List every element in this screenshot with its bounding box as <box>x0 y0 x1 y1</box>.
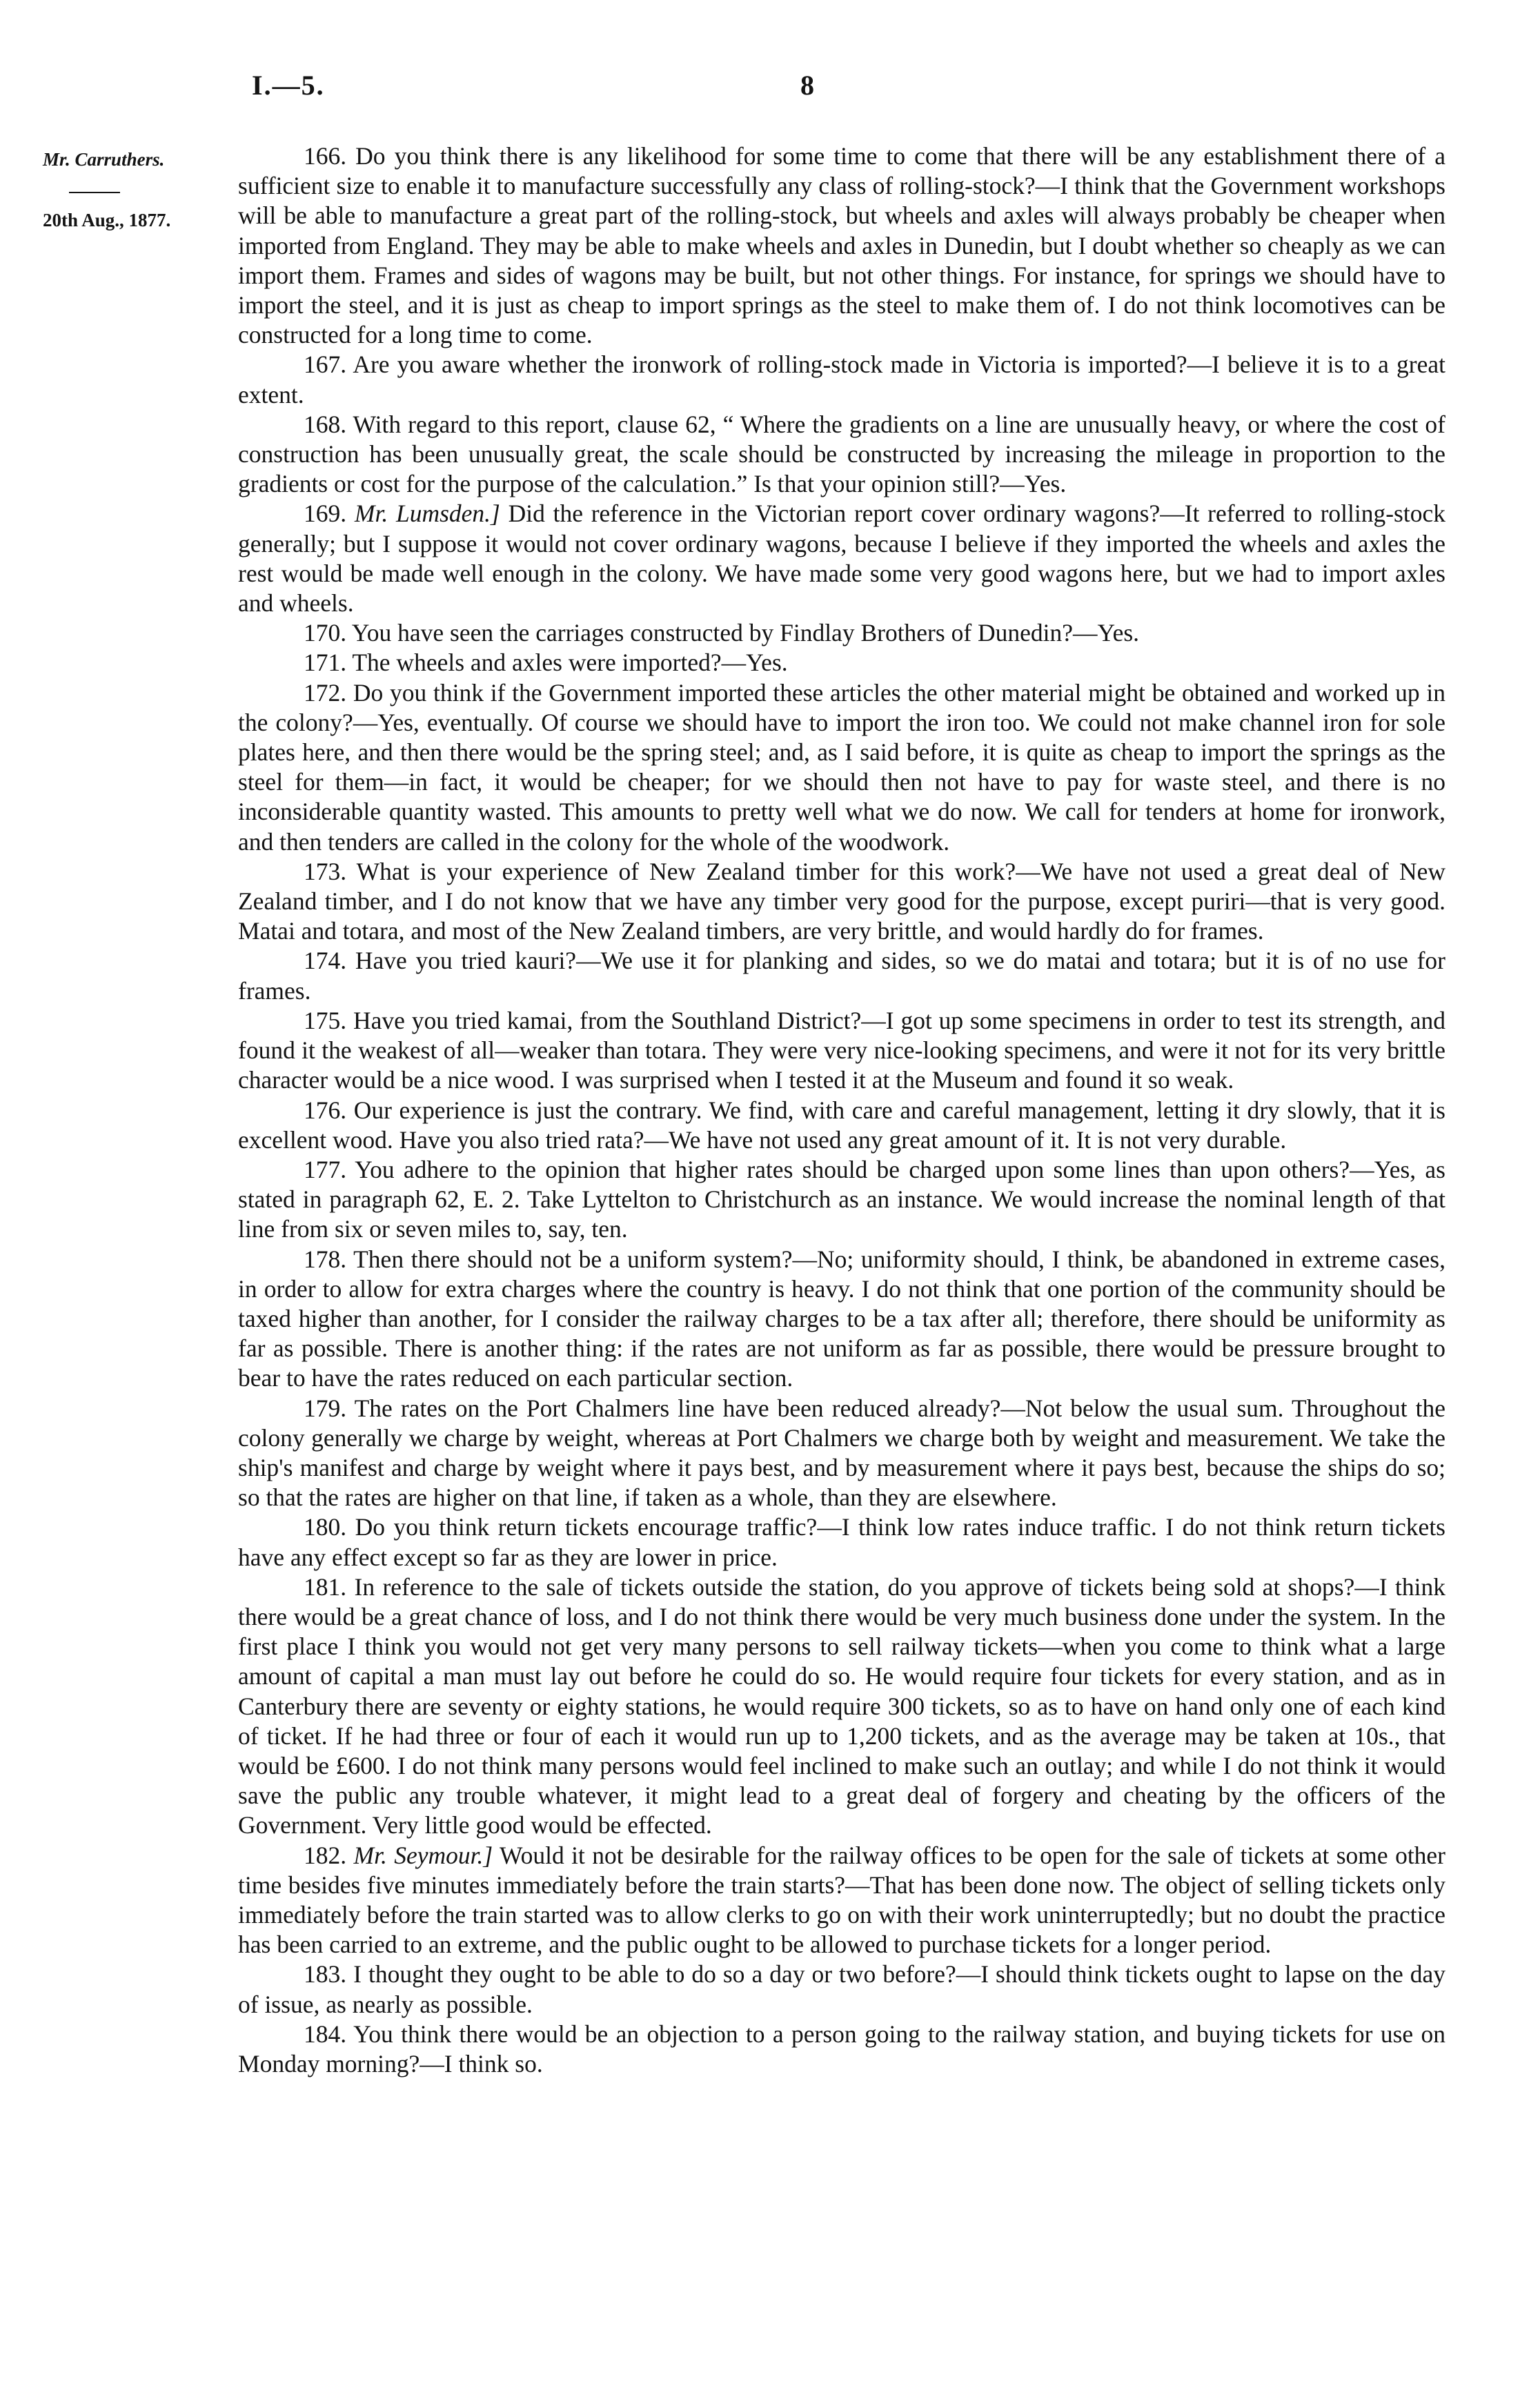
question-answer-text: You have seen the carriages constructed by Findlay Brothers of Dunedin?—Yes. <box>351 619 1140 647</box>
question-answer-text: The rates on the Port Chalmers line have been reduced already?—Not below the usual sum. Throughout the colony generally we charge by weight, whereas at Port Chalmers we charge both by weight and measurement. We take the ship's manifest and charge by weight where it pays best, and by measurement where it pays best, because the ships do so; so that the rates are higher on that line, if taken as a whole, than they are elsewhere. <box>238 1394 1445 1512</box>
question-paragraph <box>238 1394 1445 1513</box>
question-answer-text: With regard to this report, clause 62, “ Where the gradients on a line are unusually heavy, or where the cost of construction has been unusually great, the scale should be constructed by increasing the mileage in proportion to the gradients or cost for the purpose of the calculation.” Is that your opinion still?—Yes. <box>238 410 1445 498</box>
question-answer-text: Have you tried kamai, from the Southland District?—I got up some specimens in order to test its strength, and found it the weakest of all—weaker than totara. They were very nice-looking specimens, and were it not for its very brittle character would be a nice wood. I was surprised when I tested it at the Museum and found it so weak. <box>238 1006 1445 1094</box>
question-number: 184. <box>304 2020 347 2048</box>
question-answer-text: You adhere to the opinion that higher rates should be charged upon some lines than upon others?—Yes, as stated in paragraph 62, E. 2. Take Lyttelton to Christchurch as an instance. We would increase the nominal length of that line from six or seven miles to, say, ten. <box>238 1155 1445 1243</box>
question-number: 171. <box>304 649 347 677</box>
question-answer-text: Do you think there is any likelihood for some time to come that there will be any establishment there of a sufficient size to enable it to manufacture successfully any class of rolling-stock?—I think that the Government workshops will be able to manufacture a great part of the rolling-stock, but wheels and axles will always probably be cheaper when imported from England. They may be able to make wheels and axles in Dunedin, but I doubt whether so cheaply as we can import them. Frames and sides of wagons may be built, but not other things. For instance, for springs we should have to import the steel, and it is just as cheap to import springs as the steel to make them of. I do not think locomotives can be constructed for a long time to come. <box>238 142 1446 349</box>
question-paragraph <box>238 678 1445 857</box>
question-number: 168. <box>304 410 347 438</box>
question-number: 179. <box>304 1394 347 1422</box>
question-answer-text: Do you think if the Government imported these articles the other material might be obtained and worked up in the colony?—Yes, eventually. Of course we should have to import the iron too. We could not make channel iron for sole plates here, and then there would be the spring steel; and, as I said before, it is quite as cheap to import the springs as the steel for them—in fact, it would be cheaper; for we should then not have to pay for waste steel, and there is no inconsiderable quantity wasted. This amounts to pretty well what we do now. We call for tenders at home for ironwork, and then tenders are called in the colony for the whole of the woodwork. <box>238 678 1446 856</box>
question-paragraph <box>238 857 1445 947</box>
question-number: 176. <box>304 1096 347 1124</box>
question-paragraph <box>238 1572 1445 1841</box>
hearing-date: 20th Aug., 1877. <box>43 210 171 230</box>
question-number: 181. <box>304 1572 347 1601</box>
question-paragraph <box>238 618 1445 648</box>
speaker-name: Mr. Lumsden.] <box>354 500 500 528</box>
question-number: 170. <box>304 619 347 647</box>
question-paragraph <box>238 1245 1445 1394</box>
margin-notes <box>43 144 236 236</box>
question-paragraph <box>238 1841 1445 1960</box>
question-paragraph <box>238 2020 1445 2079</box>
question-number: 178. <box>304 1245 347 1273</box>
question-answer-text: Have you tried kauri?—We use it for planking and sides, so we do matai and totara; but it is of no use for frames. <box>238 947 1445 1005</box>
question-paragraph <box>238 1155 1445 1245</box>
question-answer-text: You think there would be an objection to a person going to the railway station, and buying tickets for use on Monday morning?—I think so. <box>238 2020 1445 2078</box>
question-answer-text: Are you aware whether the ironwork of rolling-stock made in Victoria is imported?—I believe it is to a great extent. <box>238 351 1445 408</box>
question-number: 175. <box>304 1006 347 1034</box>
question-answer-text: I thought they ought to be able to do so a day or two before?—I should think tickets ought to lapse on the day of issue, as nearly as possible. <box>238 1960 1446 2018</box>
witness-name: Mr. Carruthers. <box>43 149 165 170</box>
question-number: 182. <box>304 1841 347 1869</box>
question-paragraph <box>238 350 1445 409</box>
question-answer-text: Do you think return tickets encourage traffic?—I think low rates induce traffic. I do not think return tickets have any effect except so far as they are lower in price. <box>238 1513 1445 1571</box>
question-answer-text: What is your experience of New Zealand timber for this work?—We have not used a great deal of New Zealand timber, and I do not know that we have any timber very good for the purpose, except puriri—that is very good. Matai and totara, and most of the New Zealand timbers, are very brittle, and would hardly do for frames. <box>238 857 1445 945</box>
question-answer-text: In reference to the sale of tickets outside the station, do you approve of tickets being sold at shops?—I think there would be a great chance of loss, and I do not think there would be very much business done under the system. In the first place I think you would not get very many persons to sell railway tickets—when you come to think what a large amount of capital a man must lay out before he could do so. He would require four tickets for every station, and as in Canterbury there are seventy or eighty stations, he would require 300 tickets, so as to have on hand only one of each kind of ticket. If he had three or four of each it would run up to 1,200 tickets, and as the average may be taken at 10s., that would be £600. I do not think many persons would feel inclined to make such an outlay; and while I do not think it would save the public any trouble whatever, it might lead to a great deal of forgery and cheating by the officers of the Government. Very little good would be effected. <box>238 1572 1445 1839</box>
evidence-text <box>238 141 1445 2079</box>
question-paragraph <box>238 141 1445 350</box>
question-answer-text: Then there should not be a uniform system?—No; uniformity should, I think, be abandoned in extreme cases, in order to allow for extra charges where the country is heavy. I do not think that one portion of the community should be taxed higher than another, for I consider the railway charges to be a tax after all; therefore, there should be uniformity as far as possible. There is another thing: if the rates are not uniform as far as possible, there would be pressure brought to bear to have the rates reduced on each particular section. <box>238 1245 1445 1392</box>
question-answer-text: Did the reference in the Victorian report cover ordinary wagons?—It referred to rolling-stock generally; but I suppose it would not cover ordinary wagons, because I believe if they imported the wheels and axles the rest would be made well enough in the colony. We have made some very good wagons here, but we had to import axles and wheels. <box>238 500 1445 618</box>
question-number: 167. <box>304 351 347 379</box>
margin-divider <box>69 192 120 193</box>
question-paragraph <box>238 1512 1445 1572</box>
question-number: 172. <box>304 678 347 707</box>
question-paragraph <box>238 946 1445 1005</box>
paper-reference: I.—5. <box>252 70 325 101</box>
question-paragraph <box>238 410 1445 500</box>
page-header <box>0 69 1540 110</box>
question-paragraph <box>238 499 1445 618</box>
question-paragraph <box>238 1960 1445 2019</box>
question-paragraph <box>238 1006 1445 1096</box>
question-number: 173. <box>304 857 347 885</box>
question-paragraph <box>238 1096 1445 1155</box>
question-number: 177. <box>304 1155 347 1183</box>
question-number: 180. <box>304 1513 347 1541</box>
speaker-name: Mr. Seymour.] <box>353 1841 493 1869</box>
question-number: 174. <box>304 947 347 975</box>
question-number: 169. <box>304 500 347 528</box>
question-paragraph <box>238 648 1445 678</box>
question-number: 166. <box>304 142 347 170</box>
question-answer-text: Our experience is just the contrary. We find, with care and careful management, letting it dry slowly, that it is excellent wood. Have you also tried rata?—We have not used any great amount of it. It is not very durable. <box>238 1096 1445 1154</box>
question-answer-text: Would it not be desirable for the railway offices to be open for the sale of tickets at some other time besides five minutes immediately before the train starts?—That has been done now. The object of selling tickets only immediately before the train started was to allow clerks to go on with their work uninterruptedly; but no doubt the practice has been carried to an extreme, and the public ought to be allowed to purchase tickets for a longer period. <box>238 1841 1446 1959</box>
question-number: 183. <box>304 1960 347 1989</box>
question-answer-text: The wheels and axles were imported?—Yes. <box>352 649 788 677</box>
page-number: 8 <box>800 70 814 101</box>
